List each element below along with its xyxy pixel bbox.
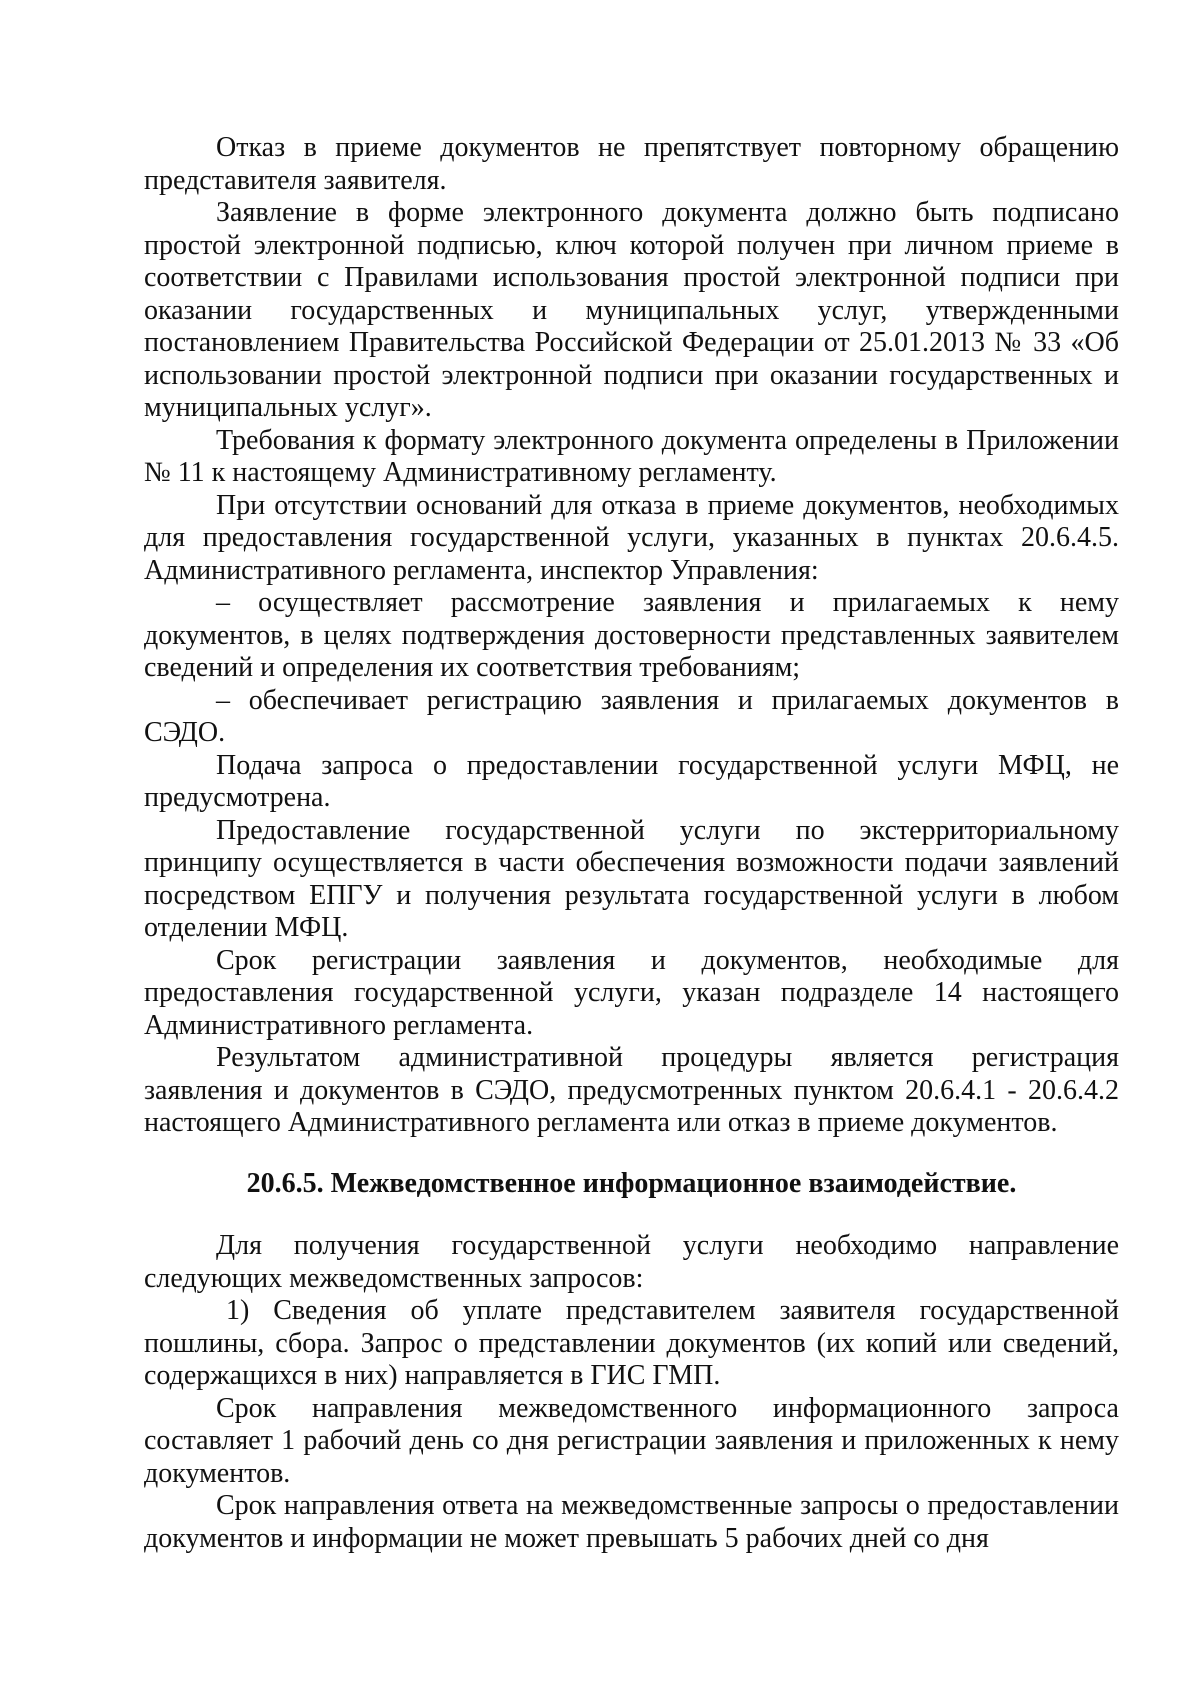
paragraph-fee-payment-info: 1) Сведения об уплате представителем заявителя государственной пошлины, сбора. Запрос о представлении документов (их копий или сведений, содержащихся в них) направляется в ГИС ГМП. <box>144 1295 1119 1391</box>
paragraph-registration-term: Срок регистрации заявления и документов, необходимые для предоставления государственной услуги, указан подразделе 14 настоящего Административного регламента. <box>144 944 1119 1041</box>
paragraph-registration-sedo: – обеспечивает регистрацию заявления и прилагаемых документов в СЭДО. <box>144 684 1119 748</box>
paragraph-interagency-requests: Для получения государственной услуги необходимо направление следующих межведомственных запросов: <box>144 1230 1119 1294</box>
paragraph-electronic-signature: Заявление в форме электронного документа должно быть подписано простой электронной подписью, ключ которой получен при личном приеме в соответствии с Правилами использования простой электронной подписи при оказании государственных и муниципальных услуг, утвержденными постановлением Правительства Российской Федерации от 25.01.2013 № 33 «Об использовании простой электронной подписи при оказании государственных и муниципальных услуг». <box>144 197 1119 423</box>
paragraph-no-grounds-refusal: При отсутствии оснований для отказа в приеме документов, необходимых для предоставления государственной услуги, указанных в пунктах 20.6.4.5. Административного регламента, инспектор Управления: <box>144 489 1119 586</box>
paragraph-extraterritorial: Предоставление государственной услуги по экстерриториальному принципу осуществляется в части обеспечения возможности подачи заявлений посредством ЕПГУ и получения результата государственной услуги в любом отделении МФЦ. <box>144 814 1119 943</box>
paragraph-review-application: – осуществляет рассмотрение заявления и прилагаемых к нему документов, в целях подтверждения достоверности представленных заявителем сведений и определения их соответствия требованиям; <box>144 587 1119 683</box>
paragraph-format-requirements: Требования к формату электронного документа определены в Приложении № 11 к настоящему Административному регламенту. <box>144 424 1119 488</box>
paragraph-request-term: Срок направления межведомственного информационного запроса составляет 1 рабочий день со дня регистрации заявления и приложенных к нему документов. <box>144 1392 1119 1489</box>
paragraph-refusal-no-obstacle: Отказ в приеме документов не препятствует повторному обращению представителя заявителя. <box>144 132 1119 196</box>
paragraph-response-term: Срок направления ответа на межведомственные запросы о предоставлении документов и информации не может превышать 5 рабочих дней со дня <box>144 1490 1119 1554</box>
paragraph-mfc-not-provided: Подача запроса о предоставлении государственной услуги МФЦ, не предусмотрена. <box>144 749 1119 813</box>
section-heading: 20.6.5. Межведомственное информационное взаимодействие. <box>246 1167 1017 1199</box>
paragraph-procedure-result: Результатом административной процедуры является регистрация заявления и документов в СЭДО, предусмотренных пунктом 20.6.4.1 - 20.6.4.2 настоящего Административного регламента или отказ в приеме документов. <box>144 1042 1119 1138</box>
document-page <box>144 132 1119 1555</box>
